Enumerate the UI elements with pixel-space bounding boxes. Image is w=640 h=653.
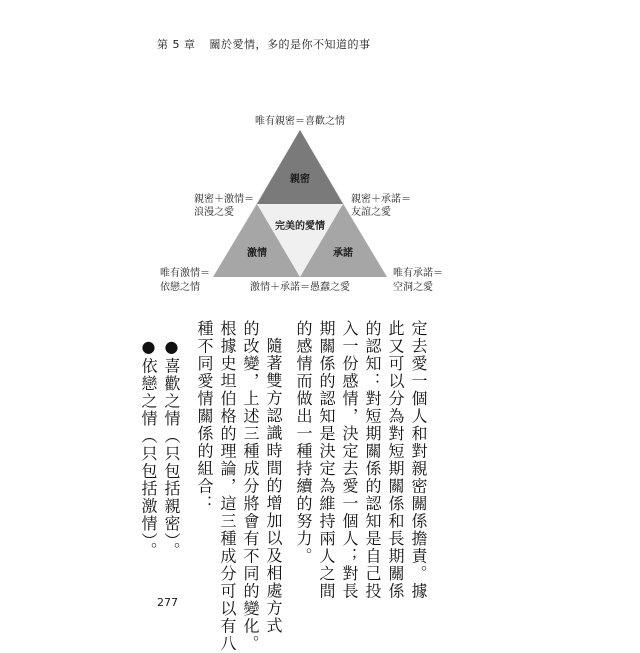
chapter-label: 第 5 章: [157, 38, 196, 51]
bullet-item-liking: ●喜歡之情（只包括親密）。: [162, 337, 181, 560]
body-column-4: 入一份感情，決定去愛一個人；對長: [340, 320, 359, 600]
body-column-6: 的感情而做出一種持續的努力。: [294, 320, 313, 565]
label-right-mid-1: 親密＋承諾＝: [351, 194, 411, 205]
page-number: 277: [157, 596, 178, 609]
body-column-10: 種不同愛情關係的組合：: [195, 320, 214, 513]
label-intimacy: 親密: [290, 174, 310, 185]
label-commitment: 承諾: [333, 248, 353, 259]
body-column-3: 的認知：對短期關係的認知是自己投: [363, 320, 382, 600]
label-left-mid-1: 親密＋激情＝: [194, 194, 254, 205]
body-column-9: 根據史坦伯格的理論，這三種成分可以有八: [218, 320, 237, 653]
body-column-1: 定去愛一個人和對親密關係擔責。據: [409, 320, 428, 600]
label-left-mid-2: 浪漫之愛: [194, 207, 234, 218]
label-passion: 激情: [247, 248, 267, 259]
body-column-8: 的改變，上述三種成分將會有不同的變化。: [241, 320, 260, 653]
label-right-bottom-1: 唯有承諾＝: [393, 268, 443, 279]
label-perfect-love: 完美的愛情: [275, 221, 325, 232]
top-region: [257, 130, 343, 204]
body-column-2: 此又可以分為對短期關係和長期關係: [386, 320, 405, 600]
bullet-item-infatuation: ●依戀之情（只包括激情）。: [139, 337, 158, 560]
label-left-bottom-2: 依戀之情: [160, 282, 200, 293]
label-bottom-center: 激情＋承諾＝愚蠢之愛: [250, 282, 350, 293]
label-right-bottom-2: 空洞之愛: [393, 282, 433, 293]
label-top-outer: 唯有親密＝喜歡之情: [255, 116, 345, 127]
label-left-bottom-1: 唯有激情＝: [160, 268, 210, 279]
label-right-mid-2: 友誼之愛: [351, 207, 391, 218]
body-column-5: 期關係的認知是決定為維持兩人之間: [317, 320, 336, 600]
body-column-7: 隨著雙方認識時間的增加以及相處方式: [264, 337, 283, 635]
chapter-title: 關於愛情，多的是你不知道的事: [209, 38, 371, 51]
